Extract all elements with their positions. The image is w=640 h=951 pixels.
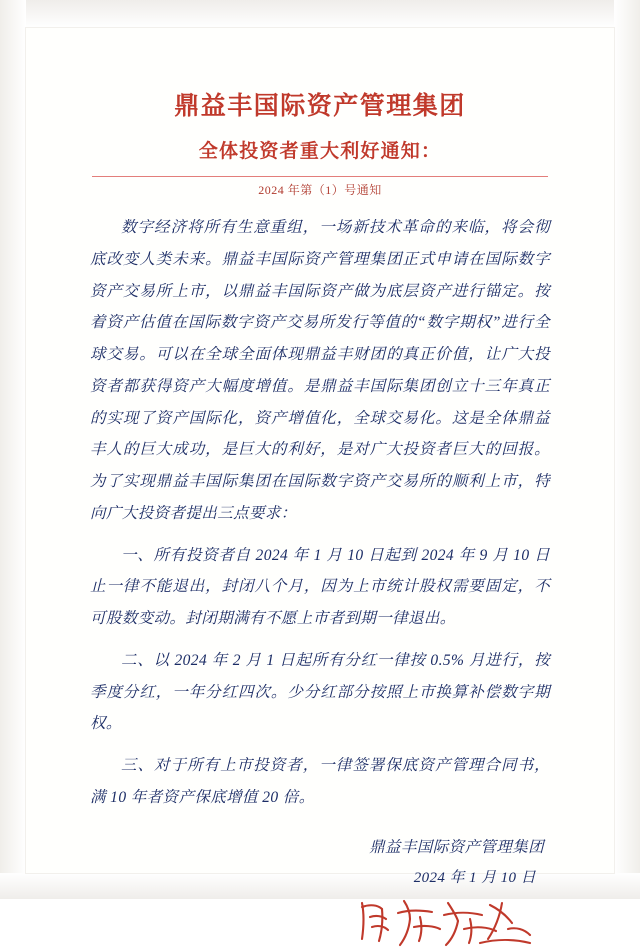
notice-paper [26,28,614,886]
page-edge-top [0,0,640,28]
document-subtitle: 全体投资者重大利好通知： [198,141,442,162]
handwritten-signature [90,895,550,951]
document-title: 鼎益丰国际资产管理集团 [174,93,466,120]
document-body [90,212,550,814]
signature-block [90,832,550,893]
paragraph-item-1: 一、所有投资者自 2024 年 1 月 10 日起到 2024 年 9 月 10 日止一律不能退出，封闭八个月，因为上市统计股权需要固定，不可股数变动。封闭期满有不愿上市者到期一律退出。 [90,546,550,628]
page-edge-right [614,0,640,899]
signature-organization: 鼎益丰国际资产管理集团 [369,838,544,856]
paragraph-item-2: 二、以 2024 年 2 月 1 日起所有分红一律按 0.5% 月进行，按季度分红，一年分红四次。少分红部分按照上市换算补偿数字期权。 [90,651,550,733]
document-number: 2024 年第（1）号通知 [258,183,382,197]
signature-date: 2024 年 1 月 10 日 [413,869,536,886]
header-divider [92,176,548,177]
paragraph-intro: 数字经济将所有生意重组，一场新技术革命的来临，将会彻底改变人类未来。鼎益丰国际资产管理集团正式申请在国际数字资产交易所上市，以鼎益丰国际资产做为底层资产进行锚定。按着资产估值在国际数字资产交易所发行等值的“数字期权”进行全球交易。可以在全球全面体现鼎益丰财团的真正价值，让广大投资者都获得资产大幅度增值。是鼎益丰国际集团创立十三年真正的实现了资产国际化，资产增值化，全球交易化。这是全体鼎益丰人的巨大成功，是巨大的利好，是对广大投资者巨大的回报。为了实现鼎益丰国际集团在国际数字资产交易所的顺利上市，特向广大投资者提出三点要求： [90,219,550,522]
page-edge-left [0,0,26,899]
paragraph-item-3: 三、对于所有上市投资者，一律签署保底资产管理合同书，满 10 年者资产保底增值 20 倍。 [90,757,550,807]
